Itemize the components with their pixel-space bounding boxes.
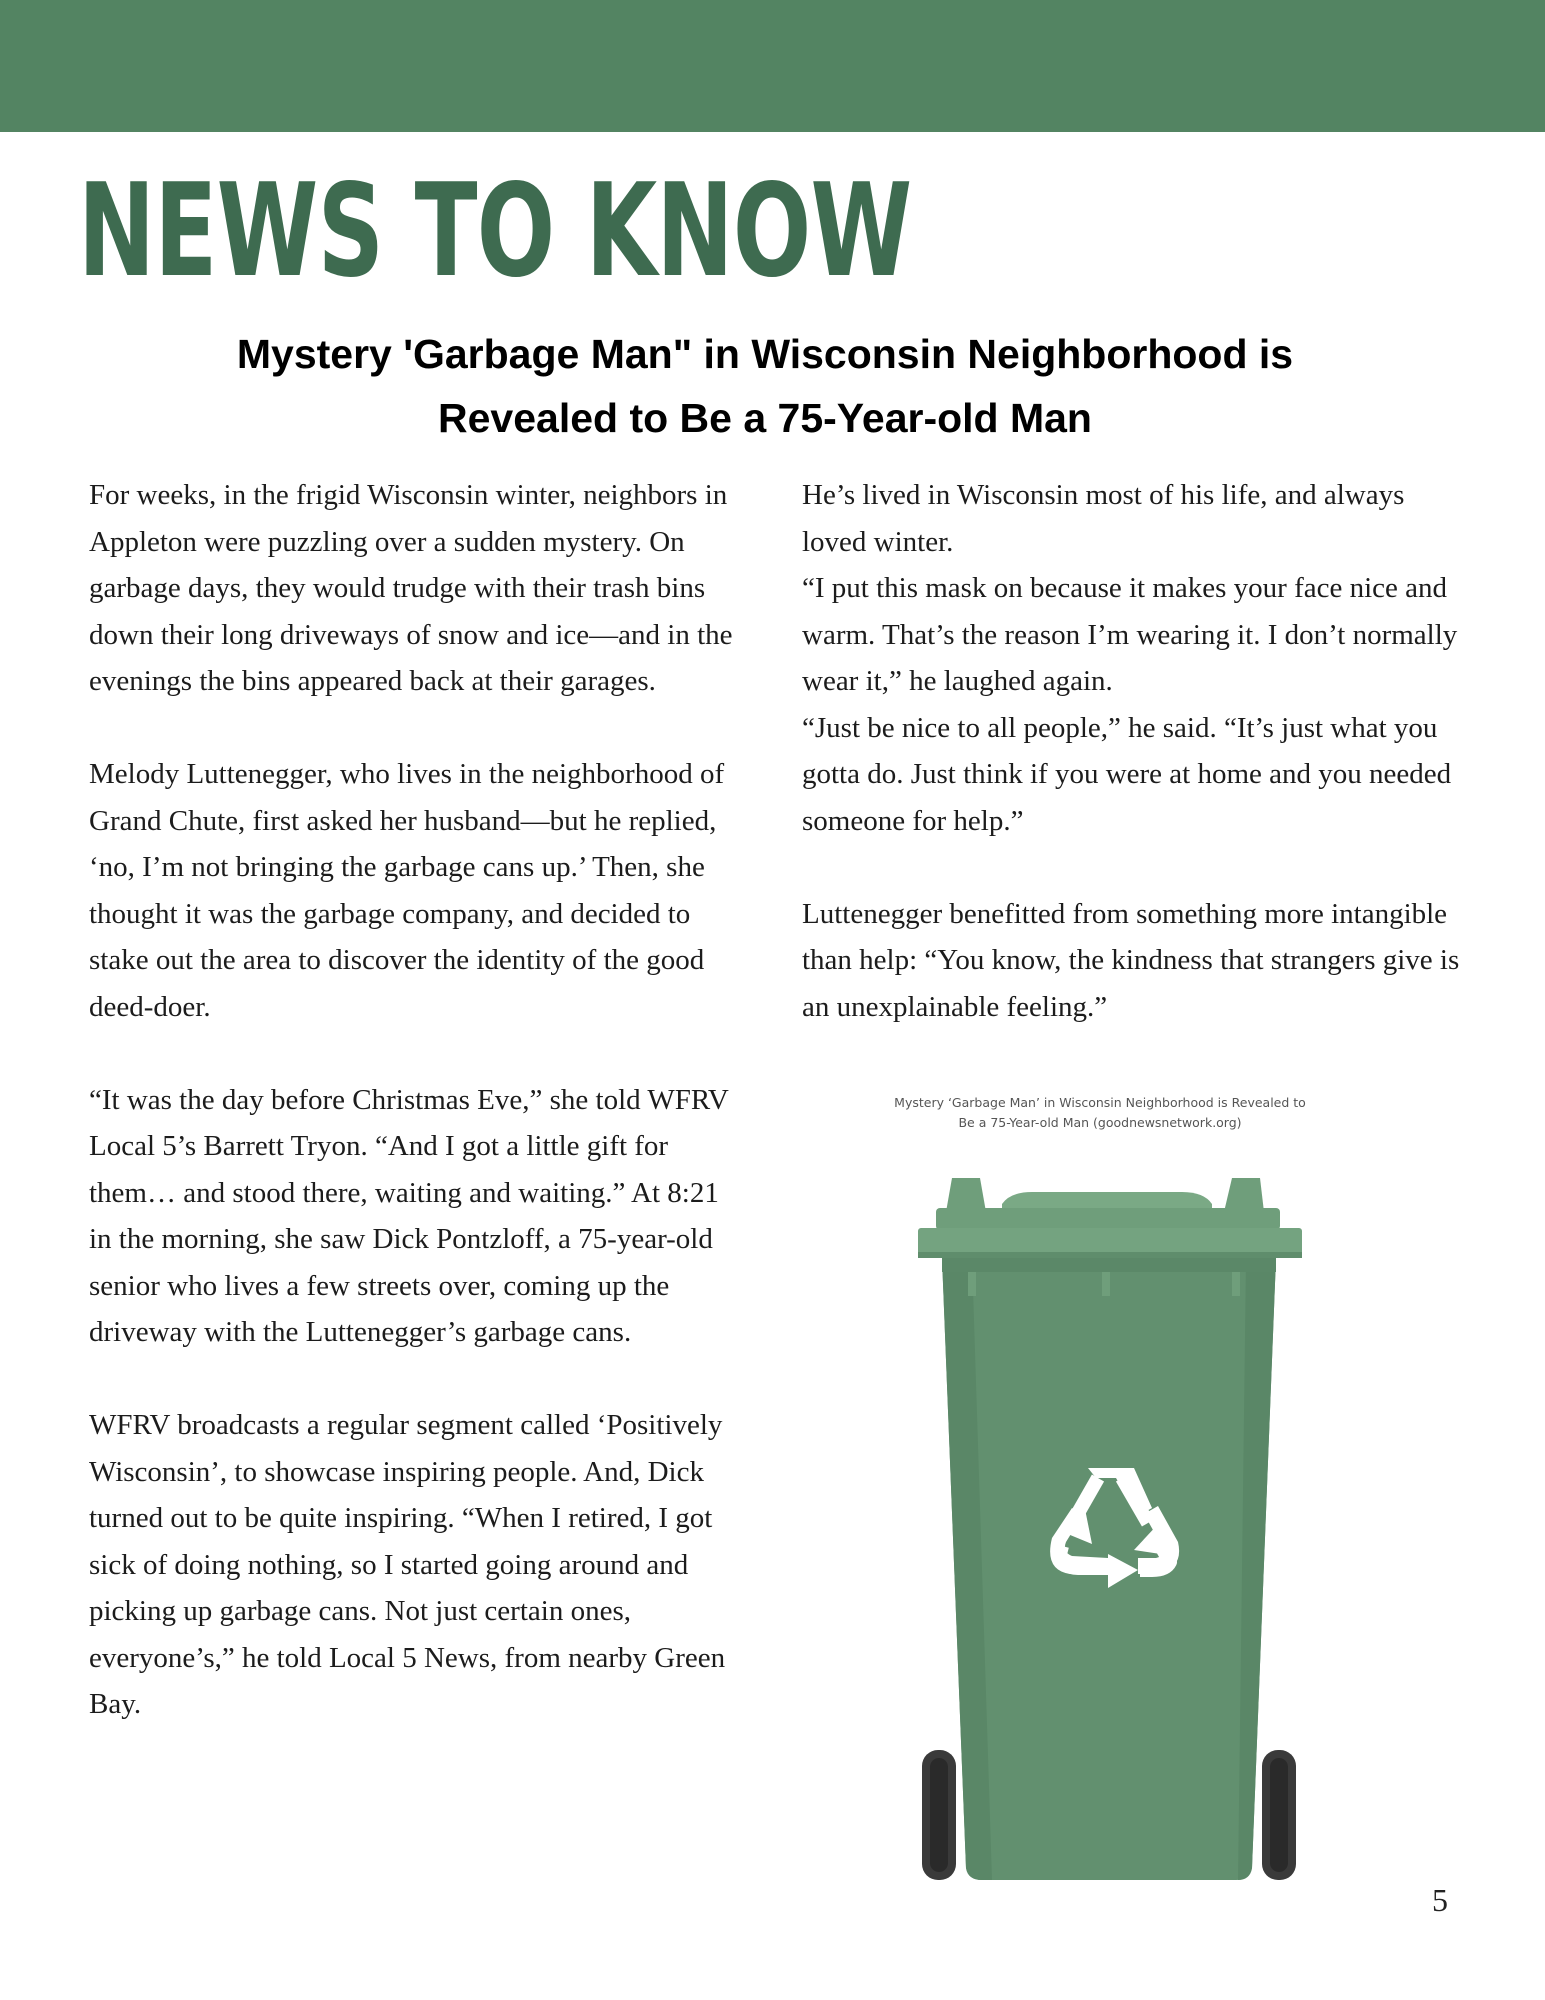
figure-caption [880, 1093, 1320, 1133]
section-title: NEWS TO KNOW [78, 157, 912, 306]
article-left-column [89, 472, 739, 1774]
article-paragraph: WFRV broadcasts a regular segment called ‘Positively Wisconsin’, to showcase inspiring people. And, Dick turned out to be quite inspiring. “When I retired, I got sick of doing nothing, so I started going around and picking up garbage cans. Not just certain ones, everyone’s,” he told Local 5 News, from nearby Green Bay. [89, 1409, 726, 1720]
caption-line-1: Mystery ‘Garbage Man’ in Wisconsin Neighborhood is Revealed to [894, 1095, 1306, 1110]
article-paragraph: He’s lived in Wisconsin most of his life, and always loved winter. [802, 479, 1405, 558]
page-number: 5 [1432, 1882, 1448, 1918]
recycling-bin-icon [912, 1178, 1306, 1890]
article-paragraph: For weeks, in the frigid Wisconsin winter, neighbors in Appleton were puzzling over a sudden mystery. On garbage days, they would trudge with their trash bins down their long driveways of snow and ice—and in the evenings the bins appeared back at their garages. [89, 479, 733, 697]
article-paragraph: Luttenegger benefitted from something more intangible than help: “You know, the kindness that strangers give is an unexplainable feeling.” [802, 897, 1460, 1023]
top-color-band [0, 0, 1545, 132]
article-paragraph: Melody Luttenegger, who lives in the neighborhood of Grand Chute, first asked her husband—but he replied, ‘no, I’m not bringing the garbage cans up.’ Then, she thought it was the garbage company, and decided to stake out the area to discover the identity of the good deed-doer. [89, 758, 725, 1023]
article-right-column [802, 472, 1462, 1077]
article-paragraph: “Just be nice to all people,” he said. “It’s just what you gotta do. Just think if you were at home and you needed someone for help.” [802, 711, 1452, 837]
caption-line-2: Be a 75-Year-old Man (goodnewsnetwork.org) [958, 1115, 1242, 1130]
headline-line-1: Mystery 'Garbage Man" in Wisconsin Neighborhood is [236, 331, 1294, 377]
headline-line-2: Revealed to Be a 75-Year-old Man [438, 395, 1092, 441]
article-paragraph: “It was the day before Christmas Eve,” she told WFRV Local 5’s Barrett Tryon. “And I got a little gift for them… and stood there, waiting and waiting.” At 8:21 in the morning, she saw Dick Pontzloff, a 75-year-old senior who lives a few streets over, coming up the driveway with the Luttenegger’s garbage cans. [89, 1083, 729, 1348]
article-paragraph: “I put this mask on because it makes your face nice and warm. That’s the reason I’m wearing it. I don’t normally wear it,” he laughed again. [802, 572, 1458, 697]
article-headline [140, 322, 1390, 450]
